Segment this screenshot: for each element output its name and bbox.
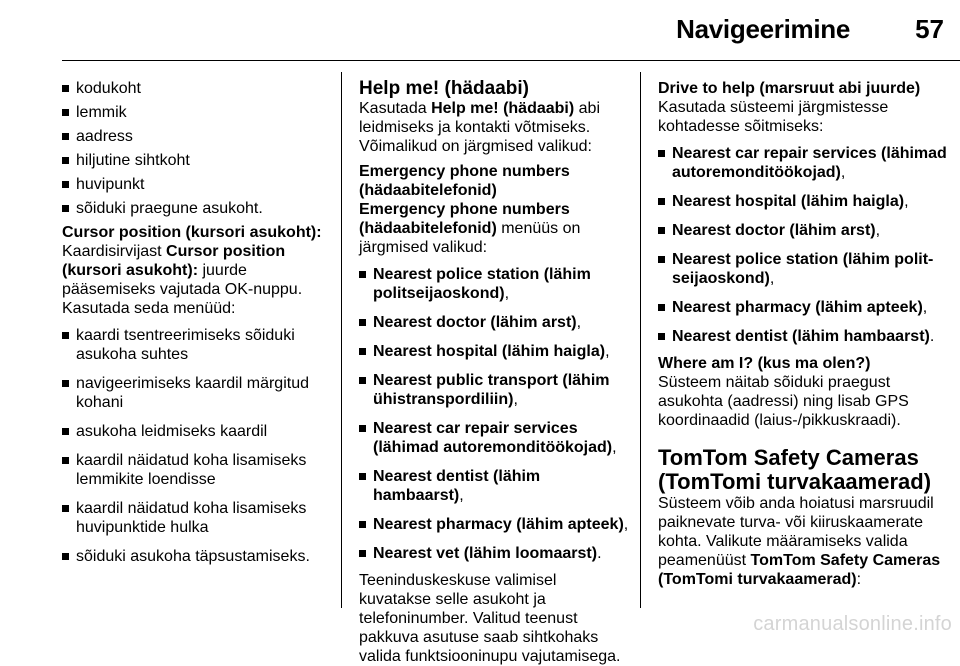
- bullet-icon: [359, 550, 366, 557]
- bullet-icon: [62, 505, 69, 512]
- help-me-outro: Teeninduskeskuse valimisel kuvatakse selle asukoht ja telefoninumber. Valitud teenust pakkuva asutuse saab sihtkohaks valida funktsiooninupu vajutamisega.: [359, 572, 621, 665]
- list-item: kodukoht: [62, 79, 334, 98]
- watermark: carmanualsonline.info: [753, 613, 952, 635]
- list-item: Nearest doctor (lähim arst),: [658, 221, 954, 240]
- bullet-icon: [658, 333, 665, 340]
- emergency-numbers-text: Emergency phone numbers (hädaabitelefonid) menüüs on järgmised valikud:: [359, 201, 581, 256]
- bullet-icon: [658, 198, 665, 205]
- drive-to-help-heading: Drive to help (marsruut abi juurde): [658, 80, 921, 97]
- help-me-heading: Help me! (hädaabi): [359, 78, 529, 99]
- bullet-icon: [359, 425, 366, 432]
- header-divider: [62, 60, 960, 61]
- bullet-icon: [62, 205, 69, 212]
- list-item: hiljutine sihtkoht: [62, 151, 334, 170]
- page-number: 57: [915, 14, 944, 44]
- page-title: Navigeerimine: [676, 14, 850, 44]
- list-item: Nearest vet (lähim loomaarst).: [359, 544, 629, 563]
- list-item: huvipunkt: [62, 175, 334, 194]
- emergency-list: [359, 265, 629, 563]
- list-item: Nearest hospital (lähim haigla),: [658, 192, 954, 211]
- column-1: [62, 79, 334, 576]
- bullet-icon: [658, 304, 665, 311]
- list-item: Nearest public transport (lähim ühistranspordiliin),: [359, 371, 629, 409]
- bullet-icon: [62, 428, 69, 435]
- list-item: Nearest dentist (lähim hambaarst).: [658, 327, 954, 346]
- list-item: Nearest doctor (lähim arst),: [359, 313, 629, 332]
- list-item: sõiduki praegune asukoht.: [62, 199, 334, 218]
- bullet-icon: [359, 319, 366, 326]
- bullet-icon: [359, 521, 366, 528]
- column-2: [359, 79, 629, 666]
- bullet-icon: [62, 85, 69, 92]
- where-am-i-heading: Where am I? (kus ma olen?): [658, 355, 871, 372]
- column-3: [658, 79, 954, 589]
- list-item: Nearest car repair services (lähimad autoremonditöökojad),: [658, 144, 954, 182]
- list-item: lemmik: [62, 103, 334, 122]
- list-item: kaardil näidatud koha lisamiseks lemmikite loendisse: [62, 451, 334, 489]
- column-divider-2: [640, 72, 641, 608]
- bullet-icon: [62, 157, 69, 164]
- cursor-menu-list: [62, 326, 334, 566]
- list-item: kaardil näidatud koha lisamiseks huvipunktide hulka: [62, 499, 334, 537]
- bullet-icon: [359, 473, 366, 480]
- bullet-icon: [62, 332, 69, 339]
- bullet-icon: [62, 457, 69, 464]
- where-am-i-text: Süsteem näitab sõiduki praegust asukohta (aadressi) ning lisab GPS koordinaadid (laius-/pikkuskraadi).: [658, 374, 909, 429]
- list-item: kaardi tsentreerimiseks sõiduki asukoha suhtes: [62, 326, 334, 364]
- cursor-position-text: Kaardisirvijast Cursor position (kursori asukoht): juurde pääsemiseks vajutada OK-nuppu. Kasutada seda menüüd:: [62, 243, 303, 317]
- tomtom-heading: TomTom Safety Cameras (TomTomi turvakaamerad): [658, 445, 932, 494]
- tomtom-text: Süsteem võib anda hoiatusi marsruudil paiknevate turva- või kiiruskaamerate kohta. Valikute määramiseks valida peamenüüst TomTom Safety Cameras (TomTomi turvakaamerad):: [658, 495, 941, 588]
- list-item: Nearest dentist (lähim hambaarst),: [359, 467, 629, 505]
- bullet-icon: [62, 553, 69, 560]
- bullet-icon: [62, 133, 69, 140]
- bullet-icon: [359, 348, 366, 355]
- destination-list: [62, 79, 334, 218]
- list-item: Nearest police station (lähim politseijaoskond),: [359, 265, 629, 303]
- page-header: [0, 0, 960, 60]
- bullet-icon: [359, 377, 366, 384]
- list-item: navigeerimiseks kaardil märgitud kohani: [62, 374, 334, 412]
- bullet-icon: [62, 181, 69, 188]
- bullet-icon: [359, 271, 366, 278]
- bullet-icon: [658, 150, 665, 157]
- emergency-numbers-heading: Emergency phone numbers (hädaabitelefonid): [359, 163, 570, 199]
- help-me-intro: Kasutada Help me! (hädaabi) abi leidmiseks ja kontakti võtmiseks. Võimalikud on järgmised valikud:: [359, 100, 600, 155]
- bullet-icon: [658, 227, 665, 234]
- column-divider-1: [341, 72, 342, 608]
- bullet-icon: [658, 256, 665, 263]
- list-item: Nearest pharmacy (lähim apteek),: [359, 515, 629, 534]
- drive-to-help-list: [658, 144, 954, 346]
- list-item: Nearest car repair services (lähimad autoremonditöökojad),: [359, 419, 629, 457]
- list-item: aadress: [62, 127, 334, 146]
- bullet-icon: [62, 380, 69, 387]
- list-item: asukoha leidmiseks kaardil: [62, 422, 334, 441]
- drive-to-help-text: Kasutada süsteemi järgmistesse kohtadesse sõitmiseks:: [658, 99, 889, 135]
- list-item: Nearest hospital (lähim haigla),: [359, 342, 629, 361]
- bullet-icon: [62, 109, 69, 116]
- list-item: Nearest police station (lähim politseijaoskond),: [658, 250, 954, 288]
- list-item: sõiduki asukoha täpsustamiseks.: [62, 547, 334, 566]
- cursor-position-heading: Cursor position (kursori asukoht):: [62, 224, 322, 241]
- list-item: Nearest pharmacy (lähim apteek),: [658, 298, 954, 317]
